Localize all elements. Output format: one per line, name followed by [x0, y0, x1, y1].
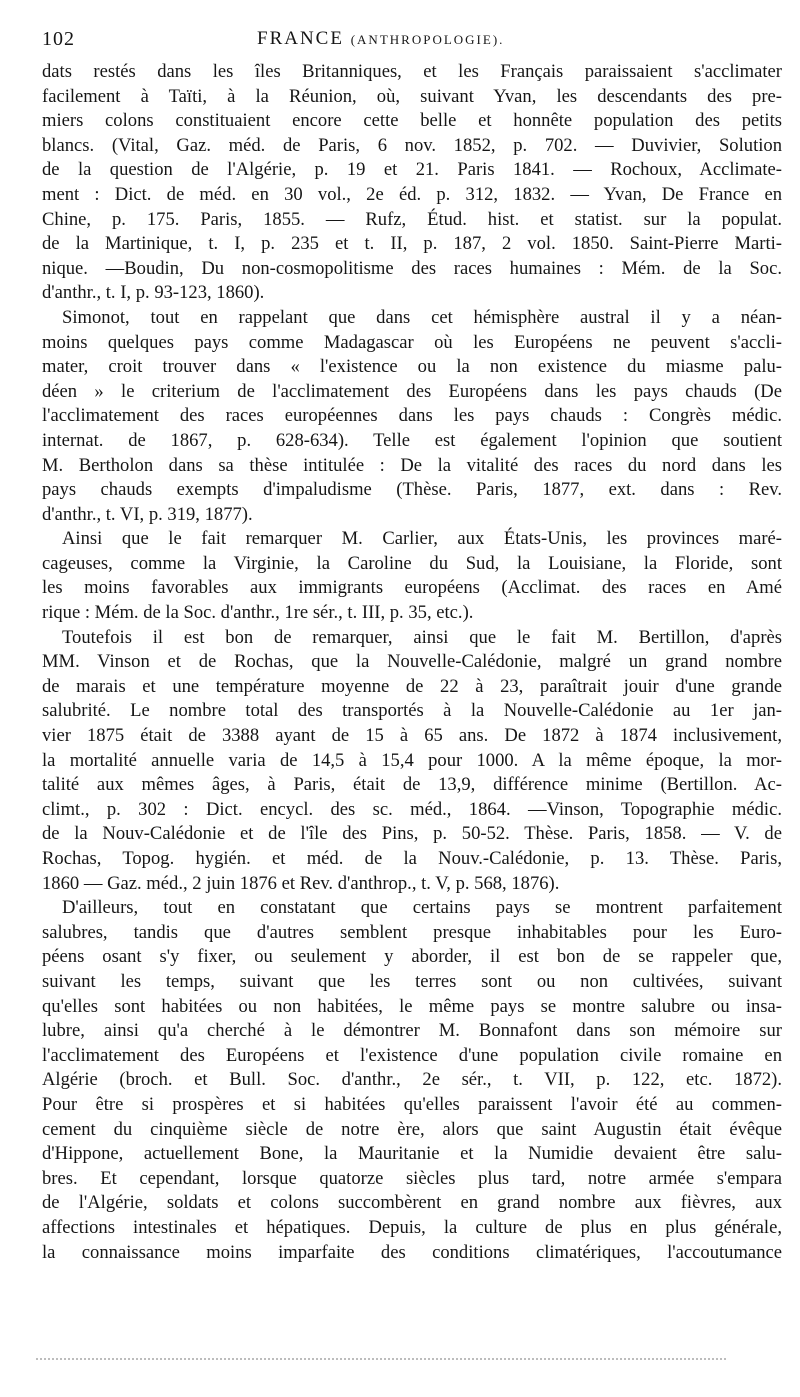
text-line: internat. de 1867, p. 628-634). Telle est également l'opinion que soutient	[42, 429, 782, 451]
text-line: pays chauds exempts d'impaludisme (Thèse. Paris, 1877, ext. dans : Rev.	[42, 479, 782, 501]
text-line: péens osant s'y fixer, ou seulement y aborder, il est bon de se rappeler que,	[42, 946, 782, 968]
text-line: M. Bertholon dans sa thèse intitulée : De la vitalité des races du nord dans les	[42, 454, 782, 476]
text-line: salubres, tandis que d'autres semblent presque inhabitables pour les Euro-	[42, 921, 782, 943]
text-line: déen » le criterium de l'acclimatement des Européens dans les pays chauds (De	[42, 380, 782, 402]
footer-dotted-rule	[36, 1358, 726, 1360]
text-line: rique : Mém. de la Soc. d'anthr., 1re sér., t. III, p. 35, etc.).	[42, 602, 474, 624]
text-line: bres. Et cependant, lorsque quatorze siècles plus tard, notre armée s'empara	[42, 1167, 782, 1189]
text-line: 1860 — Gaz. méd., 2 juin 1876 et Rev. d'anthrop., t. V, p. 568, 1876).	[42, 872, 560, 894]
text-line: affections intestinales et hépatiques. Depuis, la culture de plus en plus générale,	[42, 1216, 782, 1238]
text-line: Algérie (broch. et Bull. Soc. d'anthr., 2e sér., t. VII, p. 122, etc. 1872).	[42, 1069, 782, 1091]
running-title-subtitle: (ANTHROPOLOGIE).	[350, 32, 505, 47]
text-line: de la Martinique, t. I, p. 235 et t. II, p. 187, 2 vol. 1850. Saint-Pierre Marti-	[42, 233, 782, 255]
text-line: les moins favorables aux immigrants européens (Acclimat. des races en Amé	[42, 577, 782, 599]
text-line: nique. —Boudin, Du non-cosmopolitisme des races humaines : Mém. de la Soc.	[42, 257, 782, 279]
running-title	[257, 28, 504, 50]
text-line: de la question de l'Algérie, p. 19 et 21. Paris 1841. — Rochoux, Acclimate-	[42, 159, 782, 181]
body-text	[42, 60, 782, 1265]
text-line: climt., p. 302 : Dict. encycl. des sc. méd., 1864. —Vinson, Topographie médic.	[42, 798, 782, 820]
text-line: cageuses, comme la Virginie, la Caroline du Sud, la Louisiane, la Floride, sont	[42, 552, 782, 574]
text-line: miers colons constituaient encore cette belle et honnête population des petits	[42, 110, 782, 132]
text-line: de marais et une température moyenne de 22 à 23, paraîtrait jouir d'une grande	[42, 675, 782, 697]
text-line: Ainsi que le fait remarquer M. Carlier, aux États-Unis, les provinces maré-	[62, 528, 782, 550]
text-line: facilement à Taïti, à la Réunion, où, suivant Yvan, les descendants des pre-	[42, 85, 782, 107]
text-line: qu'elles sont habitées ou non habitées, le même pays se montre salubre ou insa-	[42, 995, 782, 1017]
text-line: talité aux mêmes âges, à Paris, était de 13,9, différence minime (Bertillon. Ac-	[42, 774, 782, 796]
page-number: 102	[42, 28, 75, 50]
text-line: vier 1875 était de 3388 ayant de 15 à 65 ans. De 1872 à 1874 inclusivement,	[42, 725, 782, 747]
text-line: d'anthr., t. VI, p. 319, 1877).	[42, 503, 253, 525]
text-line: de la Nouv-Calédonie et de l'île des Pins, p. 50-52. Thèse. Paris, 1858. — V. de	[42, 823, 782, 845]
text-line: lubre, ainsi qu'a cherché à le démontrer M. Bonnafont dans son mémoire sur	[42, 1020, 782, 1042]
text-line: Rochas, Topog. hygién. et méd. de la Nouv.-Calédonie, p. 13. Thèse. Paris,	[42, 848, 782, 869]
text-line: la mortalité annuelle varia de 14,5 à 15,4 pour 1000. A la même époque, la mor-	[42, 749, 782, 771]
text-line: l'acclimatement des races européennes dans les pays chauds : Congrès médic.	[42, 405, 782, 427]
text-line: mater, croit trouver dans « l'existence ou la non existence du miasme palu-	[42, 356, 782, 378]
text-line: l'acclimatement des Européens et l'existence d'une population civile romaine en	[42, 1044, 782, 1066]
text-line: cement du cinquième siècle de notre ère, alors que saint Augustin était évêque	[42, 1118, 782, 1140]
text-line: Pour être si prospères et si habitées qu'elles paraissent l'avoir été au commen-	[42, 1093, 782, 1115]
text-line: moins quelques pays comme Madagascar où les Européens ne peuvent s'accli-	[42, 331, 782, 353]
running-title-main: FRANCE	[257, 28, 344, 49]
text-line: d'anthr., t. I, p. 93-123, 1860).	[42, 282, 265, 304]
text-line: salubrité. Le nombre total des transportés à la Nouvelle-Calédonie au 1er jan-	[42, 700, 782, 722]
text-line: Chine, p. 175. Paris, 1855. — Rufz, Étud. hist. et statist. sur la populat.	[42, 208, 782, 230]
book-page	[42, 22, 782, 1265]
text-line: de l'Algérie, soldats et colons succombèrent en grand nombre aux fièvres, aux	[42, 1192, 782, 1214]
text-line: ment : Dict. de méd. en 30 vol., 2e éd. p. 312, 1832. — Yvan, De France en	[42, 183, 782, 205]
text-line: suivant les temps, suivant que les terres sont ou non cultivées, suivant	[42, 970, 782, 992]
text-line: Simonot, tout en rappelant que dans cet hémisphère austral il y a néan-	[62, 306, 782, 328]
text-line: D'ailleurs, tout en constatant que certains pays se montrent parfaitement	[62, 897, 782, 919]
running-header	[42, 22, 782, 60]
text-line: d'Hippone, actuellement Bone, la Mauritanie et la Numidie devaient être salu-	[42, 1143, 782, 1165]
text-line: blancs. (Vital, Gaz. méd. de Paris, 6 nov. 1852, p. 702. — Duvivier, Solution	[42, 134, 782, 156]
text-line: la connaissance moins imparfaite des conditions climatériques, l'accoutumance	[42, 1241, 782, 1263]
text-line: MM. Vinson et de Rochas, que la Nouvelle-Calédonie, malgré un grand nombre	[42, 651, 782, 673]
text-line: dats restés dans les îles Britanniques, et les Français paraissaient s'acclimater	[42, 61, 782, 82]
text-line: Toutefois il est bon de remarquer, ainsi que le fait M. Bertillon, d'après	[62, 626, 782, 648]
